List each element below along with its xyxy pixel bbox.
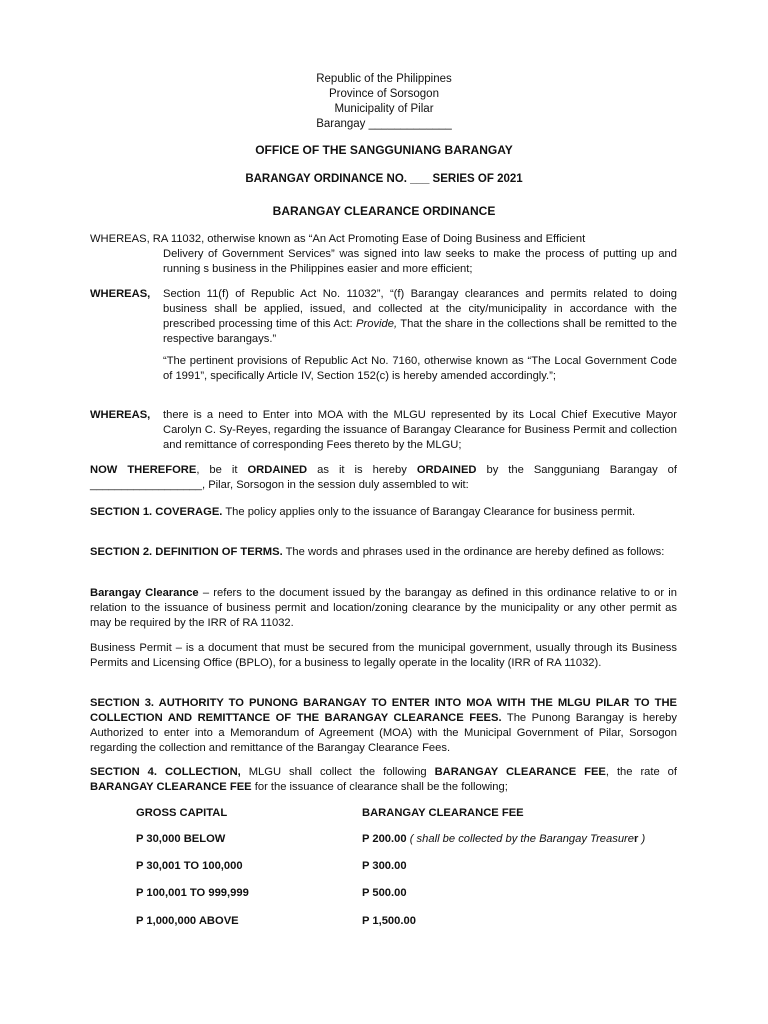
now-therefore-text-2: as it is hereby	[307, 464, 417, 476]
whereas-3-label: WHEREAS,	[90, 409, 151, 421]
now-therefore-text-3: by the Sangguniang Barangay of __________________, Pilar, Sorsogon in the session duly assembled to wit:	[90, 464, 677, 491]
whereas-1-first-line: WHEREAS, RA 11032, otherwise known as “An Act Promoting Ease of Doing Business and Efficient	[90, 233, 586, 245]
fee-table-row	[136, 915, 696, 930]
header-clearance-fee: BARANGAY CLEARANCE FEE	[362, 807, 524, 819]
now-therefore-lead: NOW THEREFORE	[90, 464, 197, 476]
whereas-2-label: WHEREAS,	[90, 288, 151, 300]
section-3-text: The Punong Barangay is hereby Authorized to enter into a Memorandum of Agreement (MOA) with the Municipal Government of Pilar, Sorsogon regarding the collection and remittance of the Barangay Clearance Fees.	[90, 712, 677, 754]
row-fee: P 1,500.00	[362, 915, 416, 927]
definition-business-permit-text: – is a document that must be secured from the municipal government, usually through its Business Permits and Licensing Office (BPLO), for a business to legally operate in the locality (IRR of RA 11032).	[90, 642, 677, 669]
section-2	[90, 545, 677, 560]
letterhead-municipality: Municipality of Pilar	[334, 103, 434, 115]
fee-table-row	[136, 887, 696, 902]
section-4-fee-term-1: BARANGAY CLEARANCE FEE	[434, 766, 606, 778]
section-4-fee-term-2: BARANGAY CLEARANCE FEE	[90, 781, 252, 793]
row-fee: P 300.00	[362, 860, 407, 872]
whereas-2-provide: Provide,	[356, 318, 398, 330]
whereas-2-quote: “The pertinent provisions of Republic Act No. 7160, otherwise known as “The Local Government Code of 1991”, specifically Article IV, Section 152(c) is hereby amended accordingly.”;	[163, 355, 677, 382]
section-3	[90, 696, 677, 756]
ordained-1: ORDAINED	[247, 464, 308, 476]
row-fee-note-end: r	[634, 833, 639, 845]
whereas-clause-2	[163, 287, 677, 347]
section-4-text-2: , the rate of	[605, 766, 677, 778]
ordinance-title: BARANGAY CLEARANCE ORDINANCE	[272, 204, 496, 218]
header-gross-capital: GROSS CAPITAL	[136, 807, 228, 819]
whereas-2-text-b: That the share in the collections shall be remitted to the respective barangays.”	[163, 318, 678, 345]
term-business-permit: Business Permit	[90, 642, 172, 654]
definition-barangay-clearance	[90, 586, 677, 631]
row-fee-amount: P 200.00	[362, 833, 407, 845]
whereas-clause-3: there is a need to Enter into MOA with the MLGU represented by its Local Chief Executive Mayor Carolyn C. Sy-Reyes, regarding the issuance of Barangay Clearance for Business Permit and collection and remittance of corresponding Fees thereto by the MLGU;	[163, 409, 677, 451]
section-1	[90, 505, 677, 520]
whereas-2-text-a: Section 11(f) of Republic Act No. 11032”, “(f) Barangay clearances and permits related to doing business shall be applied, issued, and collected at the city/municipality in accordance with the prescribed processing time of this Act:	[163, 288, 677, 330]
whereas-1-continuation: Delivery of Government Services” was signed into law seeks to make the process of putting up and running s business in the Philippines easier and more efficient;	[163, 248, 677, 275]
letterhead-barangay: Barangay _____________	[316, 118, 452, 130]
row-fee-note: shall be collected by the Barangay Treasure	[416, 833, 634, 845]
row-capital: P 1,000,000 ABOVE	[136, 915, 239, 927]
letterhead	[0, 72, 768, 132]
section-4-heading: SECTION 4. COLLECTION,	[90, 766, 241, 778]
row-capital: P 30,001 TO 100,000	[136, 860, 243, 872]
ordained-2: ORDAINED	[416, 464, 477, 476]
now-therefore-clause	[90, 463, 677, 493]
section-4-text-1: MLGU shall collect the following	[240, 766, 435, 778]
fee-table-row	[136, 860, 696, 875]
ordinance-number: BARANGAY ORDINANCE NO. ___ SERIES OF 2021	[245, 173, 523, 185]
letterhead-province: Province of Sorsogon	[329, 88, 439, 100]
definition-barangay-clearance-text: – refers to the document issued by the barangay as defined in this ordinance relative to or in relation to the issuance of business permit and location/zoning clearance by the municipality or any other permit as may be required by the IRR of RA 11032.	[90, 587, 677, 629]
row-fee-note-close: )	[638, 833, 646, 845]
row-capital: P 100,001 TO 999,999	[136, 887, 249, 899]
letterhead-country: Republic of the Philippines	[316, 73, 452, 85]
whereas-clause-1	[90, 232, 677, 277]
row-fee	[362, 833, 645, 845]
section-1-text: The policy applies only to the issuance of Barangay Clearance for business permit.	[222, 506, 636, 518]
definition-business-permit	[90, 641, 677, 671]
now-therefore-text-1: , be it	[196, 464, 248, 476]
office-title: OFFICE OF THE SANGGUNIANG BARANGAY	[255, 143, 513, 157]
section-3-heading: SECTION 3. AUTHORITY TO PUNONG BARANGAY TO ENTER INTO MOA WITH THE MLGU PILAR TO THE COLLECTION AND REMITTANCE OF THE BARANGAY CLEARANCE FEES.	[90, 697, 677, 724]
section-2-text: The words and phrases used in the ordinance are hereby defined as follows:	[282, 546, 665, 558]
row-fee-note-open: (	[406, 833, 417, 845]
section-1-heading: SECTION 1. COVERAGE.	[90, 506, 223, 518]
section-4	[90, 765, 677, 795]
section-4-text-3: for the issuance of clearance shall be the following;	[251, 781, 508, 793]
row-capital: P 30,000 BELOW	[136, 833, 226, 845]
row-fee: P 500.00	[362, 887, 407, 899]
fee-table-row	[136, 833, 696, 848]
fee-table-header	[136, 807, 696, 822]
term-barangay-clearance: Barangay Clearance	[90, 587, 199, 599]
section-2-heading: SECTION 2. DEFINITION OF TERMS.	[90, 546, 283, 558]
